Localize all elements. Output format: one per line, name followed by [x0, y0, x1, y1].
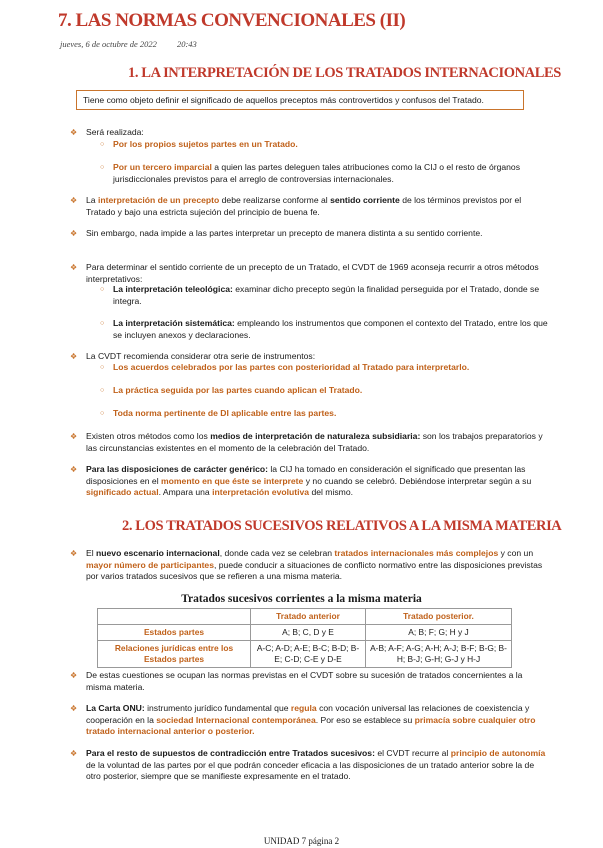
diamond-bullet-icon: ❖: [70, 196, 78, 205]
bullet-item: ❖ Sin embargo, nada impide a las partes interpretar un precepto de manera distinta a su sentido corriente.: [70, 228, 483, 238]
table-cell: A; B; F; G; H y J: [366, 625, 512, 641]
diamond-bullet-icon: ❖: [70, 352, 78, 361]
circle-bullet-icon: ○: [100, 387, 105, 394]
sub-bullet-item: ○ La interpretación sistemática: empleando los instrumentos que componen el contexto del Tratado, entre los que se incluyen anexos y declaraciones.: [100, 318, 548, 340]
table-header-cell: Tratado anterior: [251, 609, 366, 625]
table-row-label: Relaciones jurídicas entre los Estados partes: [98, 641, 251, 668]
table-corner-cell: [98, 609, 251, 625]
table-header-cell: Tratado posterior.: [366, 609, 512, 625]
table-row: [98, 641, 512, 668]
table-row-label: Estados partes: [98, 625, 251, 641]
page-title: 7. LAS NORMAS CONVENCIONALES (II): [58, 10, 406, 31]
table-row: [98, 625, 512, 641]
diamond-bullet-icon: ❖: [70, 432, 78, 441]
circle-bullet-icon: ○: [100, 320, 105, 327]
page-date: jueves, 6 de octubre de 2022: [60, 39, 157, 49]
diamond-bullet-icon: ❖: [70, 549, 78, 558]
sub-bullet-item: ○ La práctica seguida por las partes cuando aplican el Tratado.: [100, 385, 363, 395]
bullet-item: ❖ La Carta ONU: instrumento jurídico fundamental que regula con vocación universal las relaciones de coexistencia y cooperación en la sociedad Internacional contemporánea. Por eso se establece su primacía sobre cualquier otro tratado internacional anterior o posterior.: [70, 703, 536, 736]
circle-bullet-icon: ○: [100, 164, 105, 171]
table-header-row: [98, 609, 512, 625]
table-title: Tratados sucesivos corrientes a la misma materia: [181, 593, 422, 605]
table-cell: A; B; C, D y E: [251, 625, 366, 641]
bullet-item: ❖ La interpretación de un precepto debe realizarse conforme al sentido corriente de los términos previstos por el Tratado y bajo una estricta sujeción del principio de buena fe.: [70, 195, 522, 217]
diamond-bullet-icon: ❖: [70, 229, 78, 238]
bullet-item: ❖ Para determinar el sentido corriente de un precepto de un Tratado, el CVDT de 1969 aconseja recurrir a otros métodos interpretativos:: [70, 262, 539, 284]
sub-bullet-item: ○ Toda norma pertinente de DI aplicable entre las partes.: [100, 408, 337, 418]
bullet-item: ❖ Para las disposiciones de carácter genérico: la CIJ ha tomado en consideración el significado que presentan las disposiciones en el momento en que éste se interprete y no cuando se celebró. Debiéndose interpretar según a su significado actual. Ampara una interpretación evolutiva del mismo.: [70, 464, 532, 497]
page-footer: UNIDAD 7 página 2: [263, 836, 340, 846]
table-cell: A-B; A-F; A-G; A-H; A-J; B-F; B-G; B-H; B-J; G-H; G-J y H-J: [366, 641, 512, 668]
page-time: 20:43: [176, 39, 197, 49]
sub-bullet-item: ○ Los acuerdos celebrados por las partes con posterioridad al Tratado para interpretarlo.: [100, 362, 470, 372]
definition-box: Tiene como objeto definir el significado de aquellos preceptos más controvertidos y confusos del Tratado.: [76, 90, 524, 110]
sub-bullet-item: ○ Por un tercero imparcial a quien las partes deleguen tales atribuciones como la CIJ o el resto de órganos jurisdiccionales previstos para el arreglo de controversias internacionales.: [100, 162, 521, 184]
diamond-bullet-icon: ❖: [70, 671, 78, 680]
circle-bullet-icon: ○: [100, 141, 105, 148]
circle-bullet-icon: ○: [100, 410, 105, 417]
diamond-bullet-icon: ❖: [70, 704, 78, 713]
bullet-item: ❖ Existen otros métodos como los medios de interpretación de naturaleza subsidiaria: son los trabajos preparatorios y las circunstancias existentes en el momento de la celebración del Tratado.: [70, 431, 543, 453]
diamond-bullet-icon: ❖: [70, 749, 78, 758]
diamond-bullet-icon: ❖: [70, 465, 78, 474]
treaties-table: [97, 608, 512, 668]
bullet-item: ❖ El nuevo escenario internacional, donde cada vez se celebran tratados internacionales más complejos y con un mayor número de participantes, puede conducir a situaciones de conflicto normativo entre las disposiciones previstas por varios tratados sucesivos que se refieren a una misma materia.: [70, 548, 543, 581]
bullet-item: ❖ De estas cuestiones se ocupan las normas previstas en el CVDT sobre su sucesión de tratados concernientes a la misma materia.: [70, 670, 523, 692]
bullet-item: ❖ La CVDT recomienda considerar otra serie de instrumentos:: [70, 351, 316, 361]
page-datetime: [60, 39, 197, 49]
section-heading-1: 1. LA INTERPRETACIÓN DE LOS TRATADOS INTERNACIONALES: [128, 65, 561, 81]
circle-bullet-icon: ○: [100, 286, 105, 293]
bullet-item: ❖ Será realizada:: [70, 127, 144, 137]
diamond-bullet-icon: ❖: [70, 263, 78, 272]
bullet-item: ❖ Para el resto de supuestos de contradicción entre Tratados sucesivos: el CVDT recurre al principio de autonomía de la voluntad de las partes por el que podrán conceder eficacia a las disposiciones de un tratado anterior sobre la de otro posterior, siempre que se manifieste expresamente en el tratado.: [70, 748, 546, 781]
diamond-bullet-icon: ❖: [70, 128, 78, 137]
sub-bullet-item: ○ La interpretación teleológica: examinar dicho precepto según la finalidad perseguida por el Tratado, donde se integra.: [100, 284, 540, 306]
circle-bullet-icon: ○: [100, 364, 105, 371]
sub-bullet-item: ○ Por los propios sujetos partes en un Tratado.: [100, 139, 298, 149]
table-cell: A-C; A-D; A-E; B-C; B-D; B-E; C-D; C-E y D-E: [251, 641, 366, 668]
section-heading-2: 2. LOS TRATADOS SUCESIVOS RELATIVOS A LA MISMA MATERIA: [122, 518, 562, 534]
